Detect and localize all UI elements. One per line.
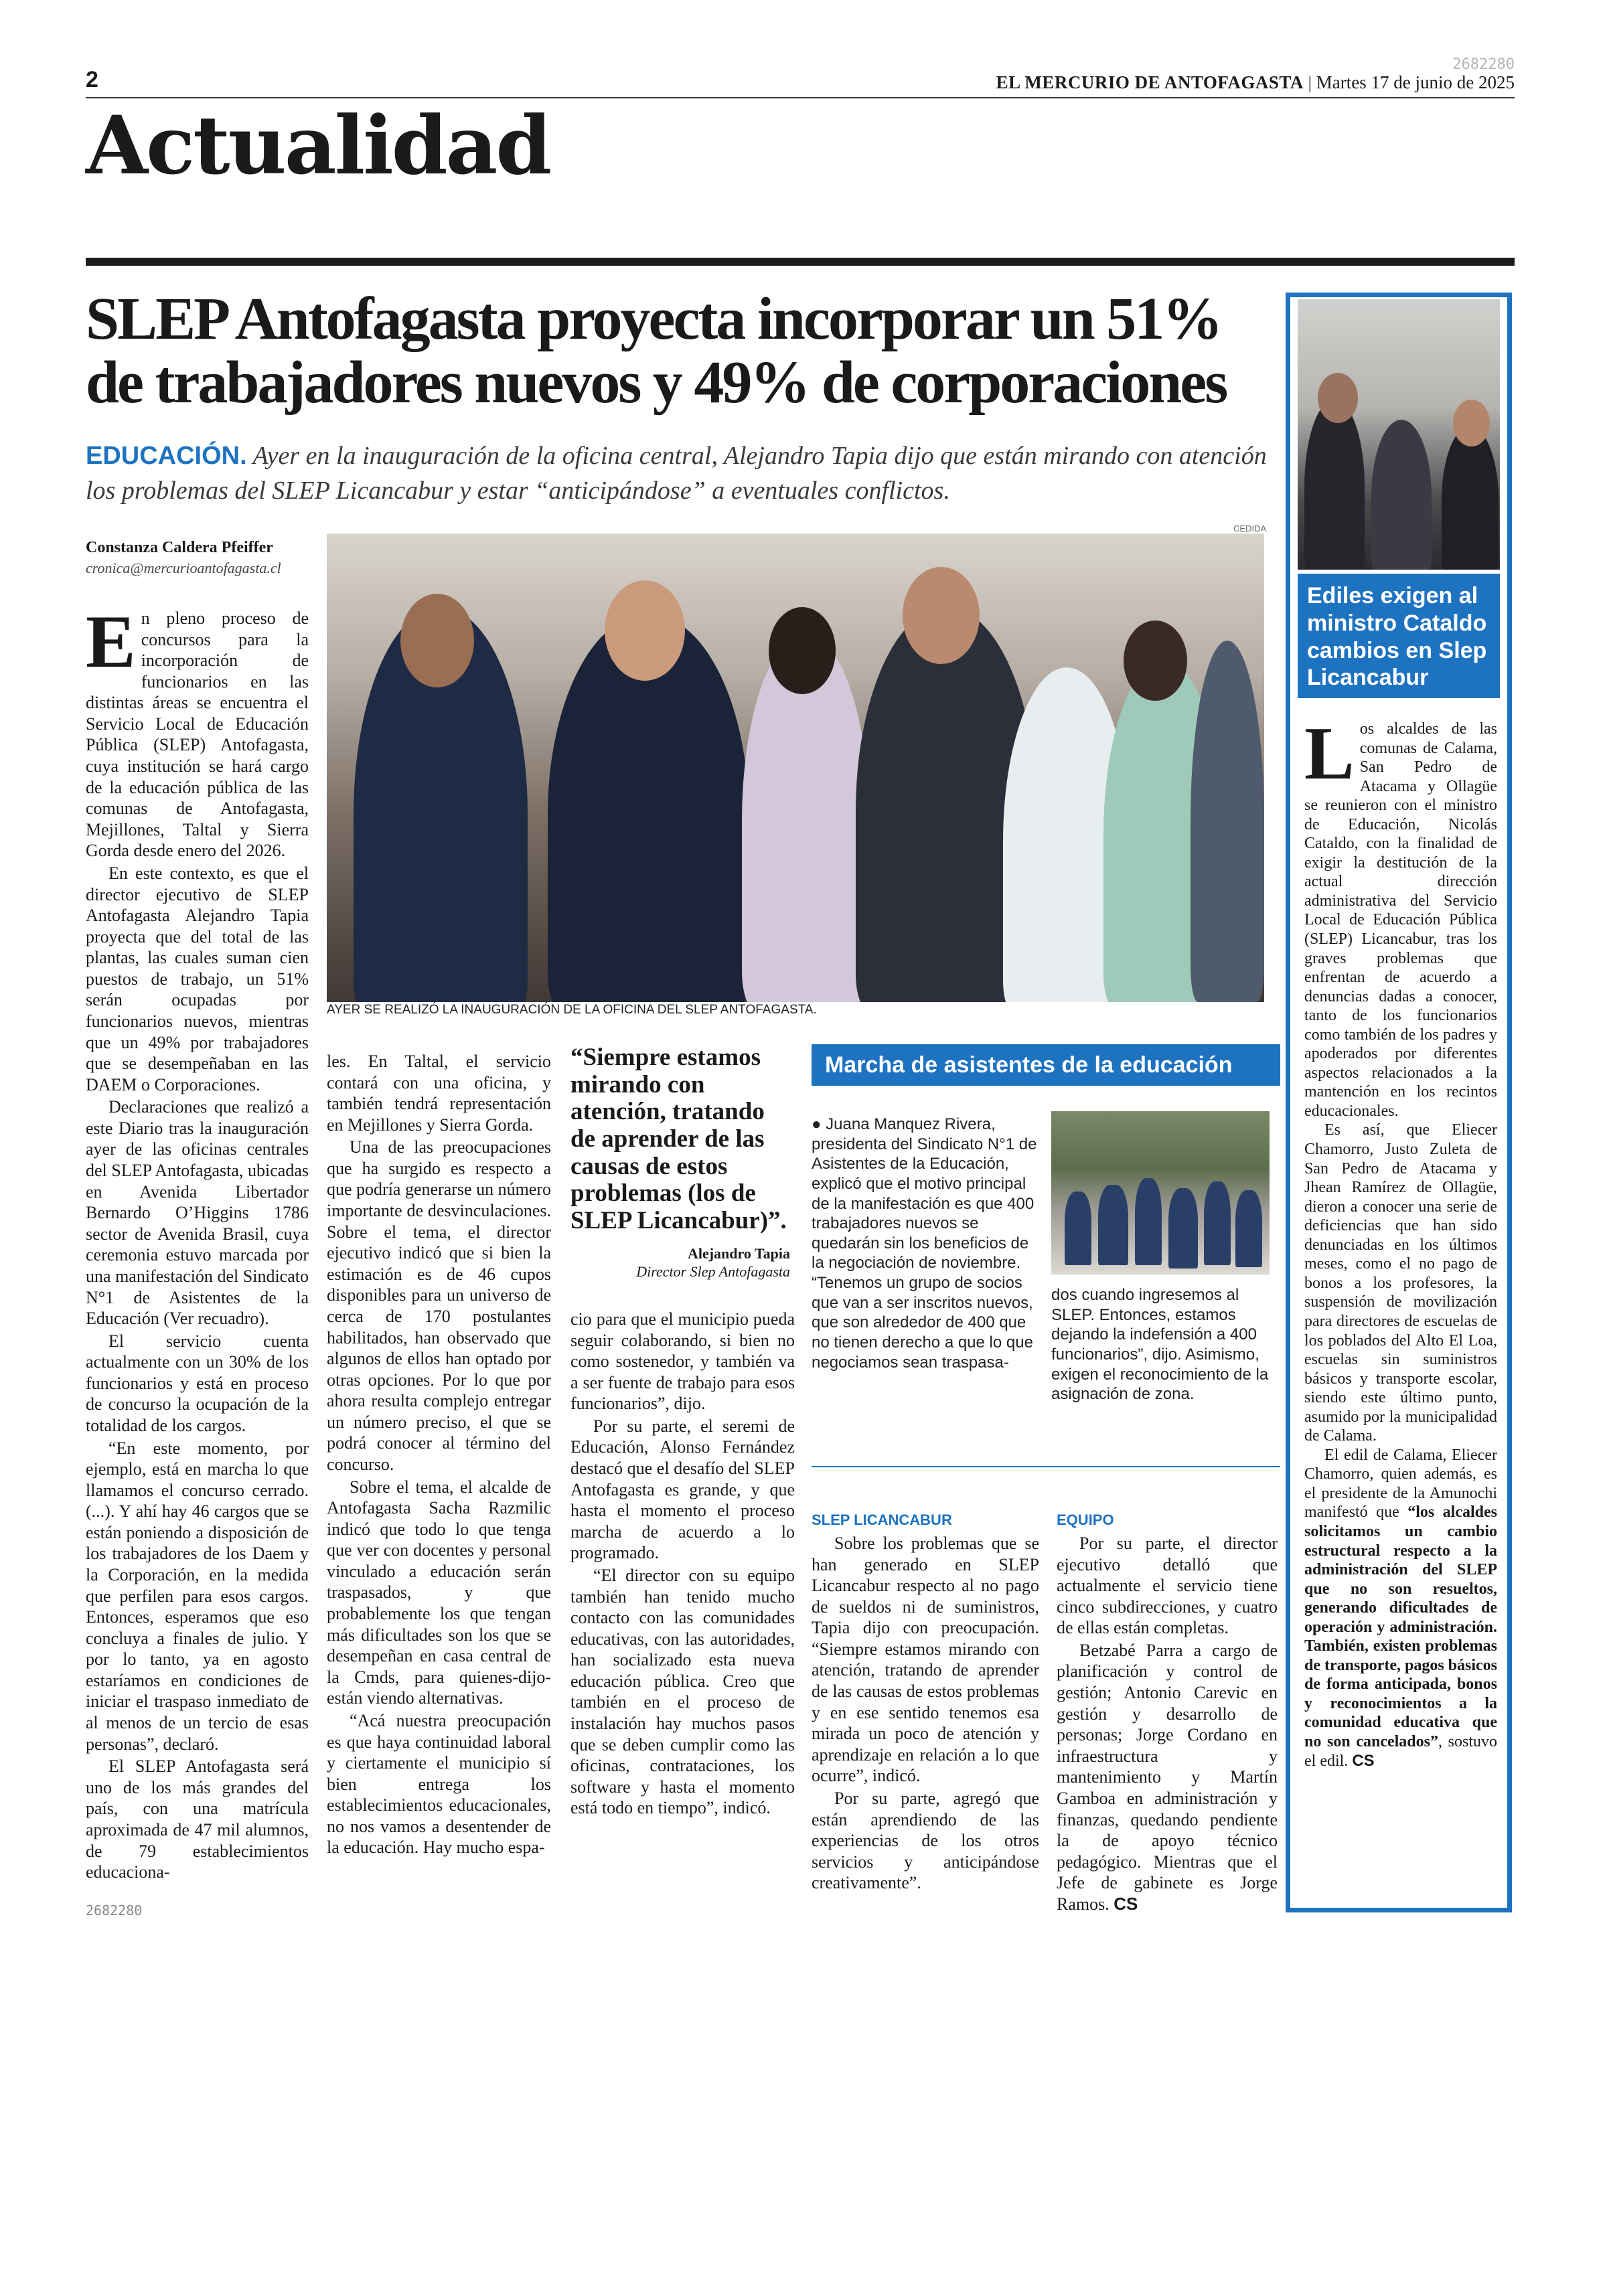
paragraph: Betzabé Parra a cargo de planificación y control de gestión; Antonio Carevic en gestión y desarrollo de personas; Jorge Cordano en infraestructura y mantenimiento y Martín Gamboa en administración y finanzas, quedando pendiente la de apoyo técnico pedagógico. Mientras que el Jefe de gabinete es Jorge Ramos. CS (1057, 1640, 1278, 1914)
deck-text: Ayer en la inauguración de la oficina central, Alejandro Tapia dijo que están mirando con atención los problemas del SLEP Licancabur y estar “anticipándose” a eventuales conflictos. (86, 442, 1267, 505)
photo-credit: CEDIDA (1233, 523, 1267, 534)
end-mark: CS (1352, 1751, 1375, 1770)
page-id-bottom: 2682280 (86, 1902, 143, 1918)
quote-role: Director Slep Antofagasta (636, 1263, 790, 1280)
main-photo (327, 534, 1264, 1002)
byline (86, 539, 307, 577)
page-number: 2 (86, 67, 98, 92)
paragraph: Por su parte, el seremi de Educación, Alonso Fernández destacó que el desafío del SLEP Antofagasta es grande, y que hasta el momento el proceso marcha de acuerdo a lo programado. (570, 1416, 795, 1563)
section-rule (86, 258, 1515, 266)
article-column-5 (1057, 1533, 1278, 1916)
sidebar-title: Ediles exigen al ministro Cataldo cambios en Slep Licancabur (1307, 583, 1487, 691)
dropcap: L (1304, 712, 1355, 795)
sidebar-photo (1298, 299, 1500, 570)
subhead-equipo: EQUIPO (1057, 1511, 1114, 1528)
article-column-1 (86, 600, 309, 1884)
publication-name: EL MERCURIO DE ANTOFAGASTA (996, 72, 1304, 92)
paragraph: El edil de Calama, Eliecer Chamorro, quien además, es el presidente de la Amunochi manifestó que “los alcaldes solicitamos un cambio estructural respecto a la administración del SLEP que no son resueltos, generando dificultades de operación y administración. También, existen problemas de transporte, pagos básicos de forma anticipada, bonos y reconocimientos a la comunidad educativa que no son cancelados”, sostuvo el edil. CS (1304, 1446, 1498, 1770)
paragraph: En pleno proceso de concursos para la incorporación de funcionarios en las distintas áreas se encuentra el Servicio Local de Educación Pública (SLEP) Antofagasta, cuya institución se hará cargo de la educación pública de las comunas de Antofagasta, Mejillones, Taltal y Sierra Gorda desde enero del 2026. (86, 600, 309, 861)
marcha-photo (1051, 1111, 1270, 1275)
paragraph: Sobre los problemas que se han generado en SLEP Licancabur respecto al no pago de sueldos ni de suministros, Tapia dijo con preocupación. “Siempre estamos mirando con atención, tratando de aprender de las causas de estos problemas y en ese sentido tenemos esa mirada un poco de atención y aprendizaje en relación a lo que ocurre”, indicó. (812, 1534, 1039, 1786)
paragraph: Sobre el tema, el alcalde de Antofagasta Sacha Razmilic indicó que todo lo que tenga que ver con docentes y personal vinculado a educación serán traspasados, y que probablemente los que tengan más dificultades son los que se desempeñan en casa central de la Cmds, para quienes-dijo- están viendo alternativas. (327, 1477, 551, 1708)
kicker: EDUCACIÓN. (86, 442, 247, 470)
subhead-licancabur: SLEP LICANCABUR (812, 1511, 952, 1528)
paragraph: El servicio cuenta actualmente con un 30% de los funcionarios y está en proceso de concurso la ocupación de la totalidad de los cargos. (86, 1331, 309, 1435)
paragraph: “El director con su equipo también han tenido mucho contacto con las comunidades educativas, con las autoridades, han socializado esta nueva educación pública. Creo que también en el proceso de instalación hay muchos pasos que se deben cumplir como las oficinas, contrataciones, los software y hasta el momento está todo en tiempo”, indicó. (570, 1565, 795, 1818)
paragraph: Una de las preocupaciones que ha surgido es respecto a que podría generarse un número importante de desvinculaciones. Sobre el tema, el director ejecutivo indicó que si bien la estimación es de 46 cupos disponibles para un universo de cerca de 170 postulantes habilitados, han observado que algunos de ellos han optado por otras opciones. Por lo que por ahora resulta complejo entregar un número preciso, el que se podrá conocer al término del concurso. (327, 1137, 551, 1474)
sidebar-body (1304, 712, 1498, 1771)
section-title: Actualidad (86, 98, 550, 193)
page-id-top: 2682280 (1452, 56, 1515, 73)
masthead: EL MERCURIO DE ANTOFAGASTA | Martes 17 de junio de 2025 (996, 72, 1515, 92)
paragraph: El SLEP Antofagasta será uno de los más grandes del país, con una matrícula aproximada de 47 mil alumnos, de 79 establecimientos educaciona- (86, 1756, 309, 1882)
marcha-text-1: ● Juana Manquez Rivera, presidenta del Sindicato N°1 de Asistentes de la Educación, explicó que el motivo principal de la manifestación es que 400 trabajadores nuevos se quedarán sin los beneficios de la negociación de noviembre. “Tenemos un grupo de socios que van a ser inscritos nuevos, que son alrededor de 400 que no tienen derecho a que lo que negociamos sean traspasa- (812, 1115, 1037, 1372)
publication-date: Martes 17 de junio de 2025 (1316, 72, 1515, 92)
pull-quote: “Siempre estamos mirando con atención, tratando de aprender de las causas de estos problemas (los de SLEP Licancabur)”. (570, 1044, 787, 1235)
paragraph: Por su parte, agregó que están aprendiendo de las experiencias de los otros servicios y anticipándose creativamente”. (812, 1788, 1039, 1893)
marcha-text-2: dos cuando ingresemos al SLEP. Entonces, estamos dejando la indefensión a 400 funcionarios”, dijo. Asimismo, exigen el reconocimiento de la asignación de zona. (1051, 1286, 1269, 1404)
dropcap: E (86, 600, 136, 683)
headline: SLEP Antofagasta proyecta incorporar un 51% de trabajadores nuevos y 49% de corporaciones (86, 286, 1227, 416)
paragraph: “En este momento, por ejemplo, está en marcha lo que llamamos el concurso cerrado. (...). Y ahí hay 46 cargos que se están poniendo a disposición de los trabajadores de los Daem y la Corporación, en la medida que perfilen para esos cargos. Entonces, esperamos que eso concluya a finales de julio. Y por lo tanto, ya en agosto estaríamos en condiciones de iniciar el traspaso inmediato de al menos de un tercio de esas personas”, declaró. (86, 1438, 309, 1754)
paragraph: cio para que el municipio pueda seguir colaborando, si bien no como sostenedor, y también va a ser fuente de trabajo para esos funcionarios”, dijo. (570, 1309, 795, 1414)
photo-caption: AYER SE REALIZÓ LA INAUGURACIÓN DE LA OFICINA DEL SLEP ANTOFAGASTA. (327, 1003, 817, 1017)
end-mark: CS (1114, 1893, 1138, 1914)
quote-author: Alejandro Tapia (687, 1245, 790, 1262)
byline-name: Constanza Caldera Pfeiffer (86, 539, 273, 556)
byline-email: cronica@mercurioantofagasta.cl (86, 560, 281, 576)
paragraph: Los alcaldes de las comunas de Calama, San Pedro de Atacama y Ollagüe se reunieron con el ministro de Educación, Nicolás Cataldo, con la finalidad de exigir la destitución de la actual dirección administrativa del Servicio Local de Educación Pública (SLEP) Licancabur, tras los graves problemas que enfrentan de acuerdo a denuncias dadas a conocer, tanto de los funcionarios como también de los padres y apoderados por diferentes aspectos relacionados a la mantención en los recintos educacionales. (1304, 712, 1497, 1120)
paragraph: Declaraciones que realizó a este Diario tras la inauguración ayer de las oficinas centrales del SLEP Antofagasta, ubicadas en Avenida Libertador Bernardo O’Higgins 1786 sector de Avenida Brasil, cuya ceremonia estuvo marcada por una manifestación del Sindicato N°1 de Asistentes de la Educación (Ver recuadro). (86, 1097, 309, 1329)
article-column-3 (570, 1309, 795, 1820)
deck (86, 438, 1284, 509)
paragraph: les. En Taltal, el servicio contará con una oficina, y también tendrá representación en Mejillones y Sierra Gorda. (327, 1052, 551, 1135)
paragraph: Es así, que Eliecer Chamorro, Justo Zuleta de San Pedro de Atacama y Jhean Ramírez de Ollagüe, dieron a conocer una serie de deficiencias que han sido denunciadas en los últimos meses, como el no pago de bonos a los profesores, la suspensión de movilización para directores de escuelas de los poblados del Alto El Loa, escuelas sin suministros básicos y transporte escolar, siendo este último punto, asumido por la municipalidad de Calama. (1304, 1121, 1497, 1445)
marcha-box-title: Marcha de asistentes de la educación (825, 1052, 1233, 1078)
box-divider (812, 1466, 1280, 1467)
paragraph: “Acá nuestra preocupación es que haya continuidad laboral y ciertamente el municipio sí bien entrega los establecimientos educacionales, no nos vamos a desentender de la educación. Hay mucho espa- (327, 1710, 551, 1858)
paragraph: Por su parte, el director ejecutivo detalló que actualmente el servicio tiene cinco subdirecciones, y cuatro de ellas están completas. (1057, 1534, 1278, 1638)
paragraph: En este contexto, es que el director ejecutivo de SLEP Antofagasta Alejandro Tapia proyecta que del total de las plantas, las cuales suman cien puestos de trabajo, un 51% serán ocupadas por funcionarios nuevos, mientras que un 49% por trabajadores que se desempeñaban en las DAEM o Corporaciones. (86, 863, 309, 1094)
article-column-2 (327, 1051, 551, 1860)
article-column-4 (812, 1533, 1039, 1895)
